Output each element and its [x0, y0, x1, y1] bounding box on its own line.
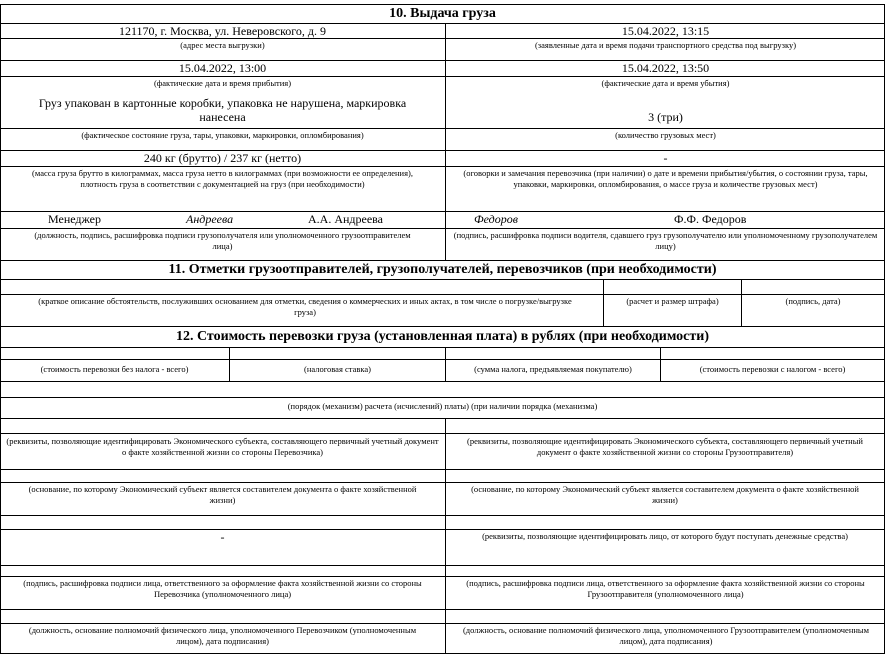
- declared-datetime-caption: (заявленные дата и время подачи транспортного средства под выгрузку): [534, 40, 797, 50]
- tax-sum-caption: (сумма налога, предъявляемая покупателю): [474, 364, 632, 374]
- rule: [0, 76, 885, 77]
- rule: [0, 279, 885, 280]
- arrival-caption: (фактические дата и время прибытия): [153, 78, 292, 88]
- mass-caption: (масса груза брутто в килограммах, масса груза нетто в килограммах (при возможности ее определения), плотность груза в соответствии с документацией на груз (при необходимости): [32, 168, 413, 190]
- carrier-signature-caption: (подпись, расшифровка подписи лица, ответственного за оформление факта хозяйственной жизни со стороны Перевозчика (уполномоченного лица): [23, 578, 422, 600]
- cost-with-tax-caption: (стоимость перевозки с налогом - всего): [699, 364, 846, 374]
- rule: [0, 515, 885, 516]
- shipper-signature-caption: (подпись, расшифровка подписи лица, ответственного за оформление факта хозяйственной жизни со стороны Грузоотправителя (уполномоченного лица): [466, 578, 865, 600]
- rule: [0, 576, 885, 577]
- section-11-title: 11. Отметки грузоотправителей, грузополучателей, перевозчиков (при необходимости): [168, 262, 717, 277]
- carrier-requisites-caption: (реквизиты, позволяющие идентифицировать Экономического субъекта, составляющего первичный учетный документ о факте хозяйственной жизни со стороны Перевозчика): [6, 436, 439, 458]
- divider: [445, 418, 446, 654]
- cargo-mass: 240 кг (брутто) / 237 кг (нетто): [143, 151, 302, 165]
- rule: [0, 150, 885, 151]
- basis-right-caption: (основание, по которому Экономический субъект является составителем документа о факте хозяйственной жизни): [471, 484, 859, 506]
- rule: [0, 469, 885, 470]
- carrier-remarks: -: [663, 151, 668, 165]
- rule: [0, 4, 885, 5]
- calc-order-caption: (порядок (механизм) расчета (исчислений) платы) (при наличии порядка (механизма): [287, 401, 598, 411]
- fine-caption: (расчет и размер штрафа): [626, 296, 719, 306]
- receiver-signature: Андреева: [186, 212, 234, 226]
- rule: [0, 653, 885, 654]
- section-12-title: 12. Стоимость перевозки груза (установленная плата) в рублях (при необходимости): [175, 329, 710, 344]
- payer-value: -: [220, 530, 225, 544]
- rule: [0, 347, 885, 348]
- rule: [0, 529, 885, 530]
- rule: [0, 609, 885, 610]
- rule: [0, 433, 885, 434]
- rule: [0, 359, 885, 360]
- rule: [0, 397, 885, 398]
- cost-without-tax-caption: (стоимость перевозки без налога - всего): [40, 364, 189, 374]
- rule: [0, 418, 885, 419]
- rule: [0, 211, 885, 212]
- rule: [0, 260, 885, 261]
- shipper-requisites-caption: (реквизиты, позволяющие идентифицировать Экономического субъекта, составляющего первичный учетный документ о факте хозяйственной жизни со стороны Грузоотправителя): [467, 436, 863, 458]
- arrival-datetime: 15.04.2022, 13:00: [178, 61, 267, 75]
- cargo-state-line2: нанесена: [199, 110, 246, 124]
- divider: [445, 23, 446, 260]
- receiver-caption: (должность, подпись, расшифровка подписи грузополучателя или уполномоченного грузоотправителем лица): [34, 230, 411, 252]
- rule: [0, 294, 885, 295]
- driver-caption: (подпись, расшифровка подписи водителя, сдавшего груз грузополучателю или уполномоченному грузополучателем лицу): [453, 230, 878, 252]
- address-caption: (адрес места выгрузки): [180, 40, 265, 50]
- rule: [0, 482, 885, 483]
- remarks-caption: (оговорки и замечания перевозчика (при наличии) о дате и времени прибытия/убытия, о состоянии груза, тары, упаковки, маркировки, опломбирования, о массе груза и количестве грузовых мест): [463, 168, 868, 190]
- rule: [0, 381, 885, 382]
- rule: [0, 228, 885, 229]
- shipper-position-caption: (должность, основание полномочий физического лица, уполномоченного Грузоотправителем (уполномоченным лицом), дата подписания): [462, 625, 870, 647]
- cargo-state-caption: (фактическое состояние груза, тары, упаковки, маркировки, опломбирования): [81, 130, 364, 140]
- cargo-state-line1: Груз упакован в картонные коробки, упаковка не нарушена, маркировка: [38, 96, 407, 110]
- payer-caption: (реквизиты, позволяющие идентифицировать лицо, от которого будут поступать денежные средства): [482, 531, 848, 541]
- rule: [0, 326, 885, 327]
- places-caption: (количество грузовых мест): [615, 130, 716, 140]
- section-10-title: 10. Выдача груза: [389, 6, 496, 21]
- rule: [0, 565, 885, 566]
- rule: [0, 128, 885, 129]
- rule: [0, 623, 885, 624]
- driver-signature: Федоров: [474, 212, 518, 226]
- declared-datetime: 15.04.2022, 13:15: [621, 24, 710, 38]
- places-count: 3 (три): [648, 110, 683, 124]
- receiver-name: А.А. Андреева: [308, 212, 384, 226]
- departure-caption: (фактические дата и время убытия): [601, 78, 730, 88]
- sign-date-caption: (подпись, дата): [785, 296, 841, 306]
- unloading-address: 121170, г. Москва, ул. Неверовского, д. 9: [118, 24, 327, 38]
- rule: [0, 60, 885, 61]
- tax-rate-caption: (налоговая ставка): [304, 364, 371, 374]
- carrier-position-caption: (должность, основание полномочий физического лица, уполномоченного Перевозчиком (уполномоченным лицом), дата подписания): [28, 625, 417, 647]
- departure-datetime: 15.04.2022, 13:50: [621, 61, 710, 75]
- basis-left-caption: (основание, по которому Экономический субъект является составителем документа о факте хозяйственной жизни): [28, 484, 417, 506]
- driver-name: Ф.Ф. Федоров: [674, 212, 747, 226]
- receiver-position: Менеджер: [48, 212, 101, 226]
- circumstances-caption: (краткое описание обстоятельств, послуживших основанием для отметки, сведения о коммерческих и иных актах, в том числе о погрузке/выгрузке груза): [38, 296, 572, 318]
- rule: [0, 166, 885, 167]
